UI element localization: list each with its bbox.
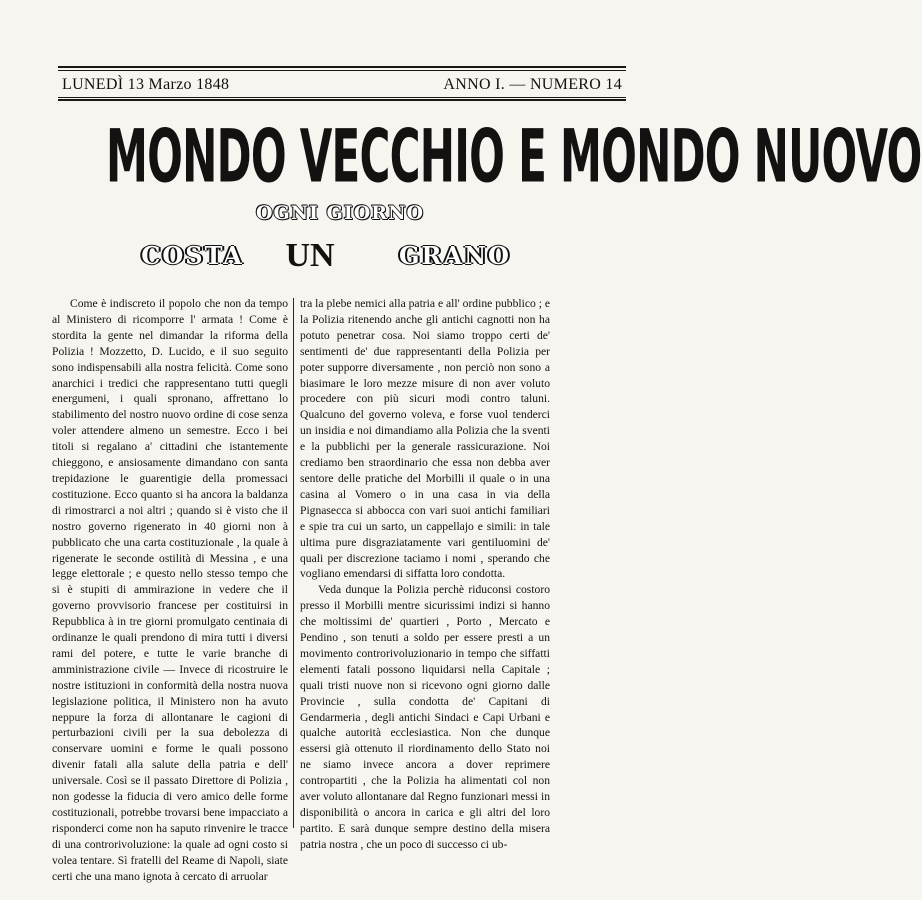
- subtitle-costa: COSTA: [141, 241, 244, 270]
- newspaper-title: MONDO VECCHIO E MONDO NUOVO: [106, 113, 922, 199]
- subtitle-grano: GRANO: [399, 241, 511, 270]
- header-top-thin-rule: [58, 70, 626, 71]
- article-right-column: [300, 296, 550, 851]
- issue-date: LUNEDÌ 13 Marzo 1848: [62, 76, 230, 93]
- subtitle-ogni-giorno: OGNI GIORNO: [255, 202, 425, 224]
- subtitle-price: [120, 238, 560, 274]
- column-divider: [293, 298, 294, 828]
- article-left-column: [52, 296, 288, 883]
- issue-number: ANNO I. — NUMERO 14: [443, 76, 622, 93]
- article-paragraph: tra la plebe nemici alla patria e all' ordine pubblico ; e la Polizia ritenendo anche gli antichi cagnotti non ha potuto penetrar cosa. Noi siamo troppo certi de' sentimenti de' due rappresentanti della Polizia per poter supporre diversamente , non perciò non sono a biasimare le loro mezze misure di non aver voluto procedere con più sicuri modi contro taluni. Qualcuno del governo voleva, e forse vuol tenderci un insidia e noi dimandiamo alla Polizia che la sventi e la pubblichi per la generale rassicurazione. Noi crediamo ben straordinario che essa non debba aver sentore delle pratiche del Morbilli il quale o in una casina al Vomero o in una casa in via della Pignasecca si abbocca con vari suoi antichi familiari e spie tra cui un sarto, un cappellajo e simili: in tale ultima pure disgraziatamente vari gentiluomini de' quali per discrezione taciamo i nomi , sperando che vogliano emendarsi di siffatta loro condotta.: [300, 297, 550, 581]
- article-paragraph: Come è indiscreto il popolo che non da tempo al Ministero di ricomporre l' armata ! Come è stordita la gente nel dimandar la riforma della Polizia ! Mozzetto, D. Lucido, e il suo seguito sono indispensabili alla nostra felicità. Come sono anarchici i tredici che rappresentano tutti quegli energumeni, i quali spronano, affrettano lo stabilimento del nostro nuovo ordine di cose senza voler attendere almeno un semestre. Ecco i bei titoli si regalano a' cittadini che istantemente chieggono, e ansiosamente dimandano con santa trepidazione le guarentigie della promessaci costituzione. Ecco quanto si ha ancora la baldanza di rimostrarci a noi altri ; quando si è visto che il nostro governo rigenerato in 40 giorni non à pubblicato che una carta costituzionale , la quale à rigenerate le seconde ostilità di Messina , e una legge elettorale ; e questo nello stesso tempo che si è stupiti di ammirazione in vedere che il governo provvisorio francese per costituirsi in Repubblica à in tre giorni promulgato centinaia di ordinanze le quali prendono di mira tutti i diversi rami del potere, e tutte le varie branche di amministrazione civile — Invece di ricostruire le nostre istituzioni in conformità della nostra nuova legislazione politica, il Ministero non ha avuto neppure la forza di allontanare le cagioni di perturbazioni civili per la sua debolezza di conservare uomini e forme le quali possono divenir fatali alla salute della patria e dell' universale. Così se il passato Direttore di Polizia , non godesse la fiducia di vero amico delle forme costituzionali, potrebbe trovarsi bene impacciato a risponderci come non ha saputo rinvenire le tracce di una controrivoluzione: la quale ad ogni costo si volea tentare. Sì fratelli del Reame di Napoli, siate certi che una mano ignota à cercato di arruolar: [52, 297, 288, 883]
- header-top-rule: [58, 66, 626, 68]
- article-paragraph: Veda dunque la Polizia perchè riduconsi costoro presso il Morbilli mentre sicurissimi indizi si hanno che moltissimi de' quartieri , Porto , Mercato e Pendino , son tenuti a soldo per essere presti a un movimento controrivoluzionario in tempo che siffatti elementi fatali possono liquidarsi nella Capitale ; quali tristi nuove non si ricevono ogni giorno dalle Provincie , sulla condotta de' Capitani di Gendarmeria , degli antichi Sindaci e Capi Urbani e qualche autorità ecclesiastica. Non che dunque essersi già ottenuto il riordinamento dello Stato noi ne siamo invece ancora a dover reprimere contropartiti , che la Polizia ha alimentati col non aver voluto allontanare dal Regno funzionari messi in disponibilità o ancora in carica e gli altri del loro partito. E sarà dunque sempre destino della misera patria nostra , che un poco di successo ci ub-: [300, 583, 550, 851]
- subtitle-un: UN: [285, 237, 335, 274]
- header-line: [62, 76, 622, 94]
